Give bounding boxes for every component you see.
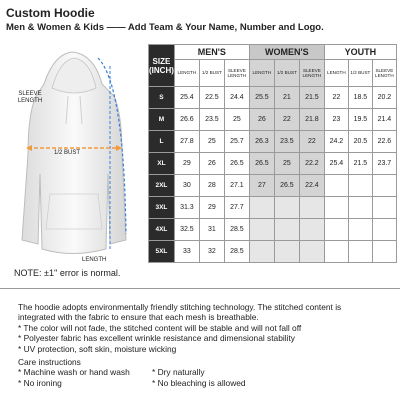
women-value-cell: 25 <box>274 153 299 175</box>
women-value-cell: 22 <box>274 109 299 131</box>
women-value-cell <box>274 219 299 241</box>
youth-value-cell: 18.5 <box>348 87 372 109</box>
youth-value-cell: 19.5 <box>348 109 372 131</box>
youth-value-cell: 24.2 <box>324 131 348 153</box>
care-row <box>18 378 341 388</box>
youth-value-cell <box>348 175 372 197</box>
women-value-cell <box>299 241 324 263</box>
size-label: 5XL <box>149 241 175 263</box>
youth-value-cell <box>372 175 396 197</box>
women-value-cell: 21.5 <box>299 87 324 109</box>
size-row <box>149 153 397 175</box>
youth-value-cell <box>348 197 372 219</box>
women-value-cell: 21 <box>274 87 299 109</box>
size-label: 2XL <box>149 175 175 197</box>
sleeve-length-label: SLEEVE LENGTH <box>17 91 43 104</box>
women-value-cell <box>249 197 274 219</box>
subheader-length: LENGTH <box>324 60 348 87</box>
men-value-cell: 32.5 <box>174 219 199 241</box>
youth-value-cell: 23.7 <box>372 153 396 175</box>
youth-value-cell: 21.5 <box>348 153 372 175</box>
subheader-bust: 1/2 BUST <box>348 60 372 87</box>
men-value-cell: 27.7 <box>224 197 249 219</box>
size-rows <box>149 87 397 263</box>
page-subtitle: Men & Women & Kids —— Add Team & Your Name, Number and Logo. <box>6 22 324 33</box>
youth-value-cell: 22 <box>324 87 348 109</box>
youth-value-cell: 20.5 <box>348 131 372 153</box>
youth-value-cell <box>324 241 348 263</box>
youth-value-cell <box>324 197 348 219</box>
size-label: 4XL <box>149 219 175 241</box>
men-value-cell: 26 <box>199 153 224 175</box>
hoodie-diagram <box>2 44 142 280</box>
youth-value-cell <box>324 219 348 241</box>
subheader-sleeve: SLEEVE LENGTH <box>372 60 396 87</box>
subheader-bust: 1/2 BUST <box>274 60 299 87</box>
women-value-cell: 21.8 <box>299 109 324 131</box>
desc-line: integrated with the fabric to ensure that each mesh is breathable. <box>18 312 259 323</box>
description <box>18 302 341 388</box>
men-value-cell: 25.7 <box>224 131 249 153</box>
women-value-cell: 26 <box>249 109 274 131</box>
men-value-cell: 25 <box>199 131 224 153</box>
subheader-length: LENGTH <box>174 60 199 87</box>
desc-line: * Polyester fabric has excellent wrinkle resistance and dimensional stability <box>18 333 295 344</box>
men-value-cell: 28 <box>199 175 224 197</box>
women-value-cell <box>299 219 324 241</box>
women-value-cell: 25.5 <box>249 87 274 109</box>
women-value-cell: 23.5 <box>274 131 299 153</box>
youth-value-cell: 22.6 <box>372 131 396 153</box>
bust-label: 1/2 BUST <box>54 150 81 156</box>
men-value-cell: 30 <box>174 175 199 197</box>
men-value-cell: 28.5 <box>224 241 249 263</box>
size-label: XL <box>149 153 175 175</box>
page-title: Custom Hoodie <box>6 6 95 20</box>
care-item: * No bleaching is allowed <box>152 377 246 388</box>
women-value-cell: 22 <box>299 131 324 153</box>
care-title: Care instructions <box>18 357 81 368</box>
care-row <box>18 367 341 377</box>
youth-header: YOUTH <box>324 45 396 60</box>
men-value-cell: 26.6 <box>174 109 199 131</box>
women-value-cell: 26.5 <box>274 175 299 197</box>
size-row <box>149 241 397 263</box>
subheader-length: LENGTH <box>249 60 274 87</box>
size-row <box>149 197 397 219</box>
youth-value-cell <box>372 219 396 241</box>
size-chart-table <box>148 44 397 263</box>
size-corner-header: SIZE (INCH) <box>149 45 175 87</box>
size-label: 3XL <box>149 197 175 219</box>
men-value-cell: 26.5 <box>224 153 249 175</box>
size-label: L <box>149 131 175 153</box>
women-value-cell: 26.3 <box>249 131 274 153</box>
subheader-bust: 1/2 BUST <box>199 60 224 87</box>
women-value-cell: 27 <box>249 175 274 197</box>
size-row <box>149 87 397 109</box>
care-item: * No ironing <box>18 377 62 388</box>
subheader-sleeve: SLEEVE LENGTH <box>299 60 324 87</box>
men-value-cell: 31 <box>199 219 224 241</box>
size-row <box>149 219 397 241</box>
women-value-cell <box>274 241 299 263</box>
women-value-cell: 22.2 <box>299 153 324 175</box>
youth-value-cell: 23 <box>324 109 348 131</box>
size-row <box>149 109 397 131</box>
youth-value-cell <box>348 241 372 263</box>
youth-value-cell <box>324 175 348 197</box>
desc-line: * UV protection, soft skin, moisture wicking <box>18 343 177 354</box>
women-value-cell <box>274 197 299 219</box>
men-value-cell: 24.4 <box>224 87 249 109</box>
women-header: WOMEN'S <box>249 45 324 60</box>
subheader-sleeve: SLEEVE LENGTH <box>224 60 249 87</box>
men-value-cell: 27.8 <box>174 131 199 153</box>
desc-line: * The color will not fade, the stitched content will be stable and will not fall off <box>18 322 302 333</box>
length-label: LENGTH <box>82 257 107 263</box>
youth-value-cell <box>372 241 396 263</box>
men-value-cell: 29 <box>199 197 224 219</box>
youth-value-cell: 25.4 <box>324 153 348 175</box>
section-divider <box>0 288 400 289</box>
size-label: S <box>149 87 175 109</box>
men-header: MEN'S <box>174 45 249 60</box>
youth-value-cell: 21.4 <box>372 109 396 131</box>
men-value-cell: 27.1 <box>224 175 249 197</box>
men-value-cell: 25.4 <box>174 87 199 109</box>
women-value-cell <box>249 219 274 241</box>
size-row <box>149 131 397 153</box>
youth-value-cell <box>372 197 396 219</box>
men-value-cell: 23.5 <box>199 109 224 131</box>
women-value-cell <box>249 241 274 263</box>
size-row <box>149 175 397 197</box>
size-label: M <box>149 109 175 131</box>
men-value-cell: 32 <box>199 241 224 263</box>
youth-value-cell: 20.2 <box>372 87 396 109</box>
desc-line: The hoodie adopts environmentally friendly stitching technology. The stitched content is <box>18 302 342 312</box>
men-value-cell: 29 <box>174 153 199 175</box>
men-value-cell: 22.5 <box>199 87 224 109</box>
women-value-cell <box>299 197 324 219</box>
care-item: * Dry naturally <box>152 367 205 378</box>
men-value-cell: 31.3 <box>174 197 199 219</box>
women-value-cell: 26.5 <box>249 153 274 175</box>
men-value-cell: 25 <box>224 109 249 131</box>
error-note: NOTE: ±1'' error is normal. <box>14 268 121 278</box>
men-value-cell: 33 <box>174 241 199 263</box>
men-value-cell: 28.5 <box>224 219 249 241</box>
youth-value-cell <box>348 219 372 241</box>
care-item: * Machine wash or hand wash <box>18 367 130 378</box>
women-value-cell: 22.4 <box>299 175 324 197</box>
